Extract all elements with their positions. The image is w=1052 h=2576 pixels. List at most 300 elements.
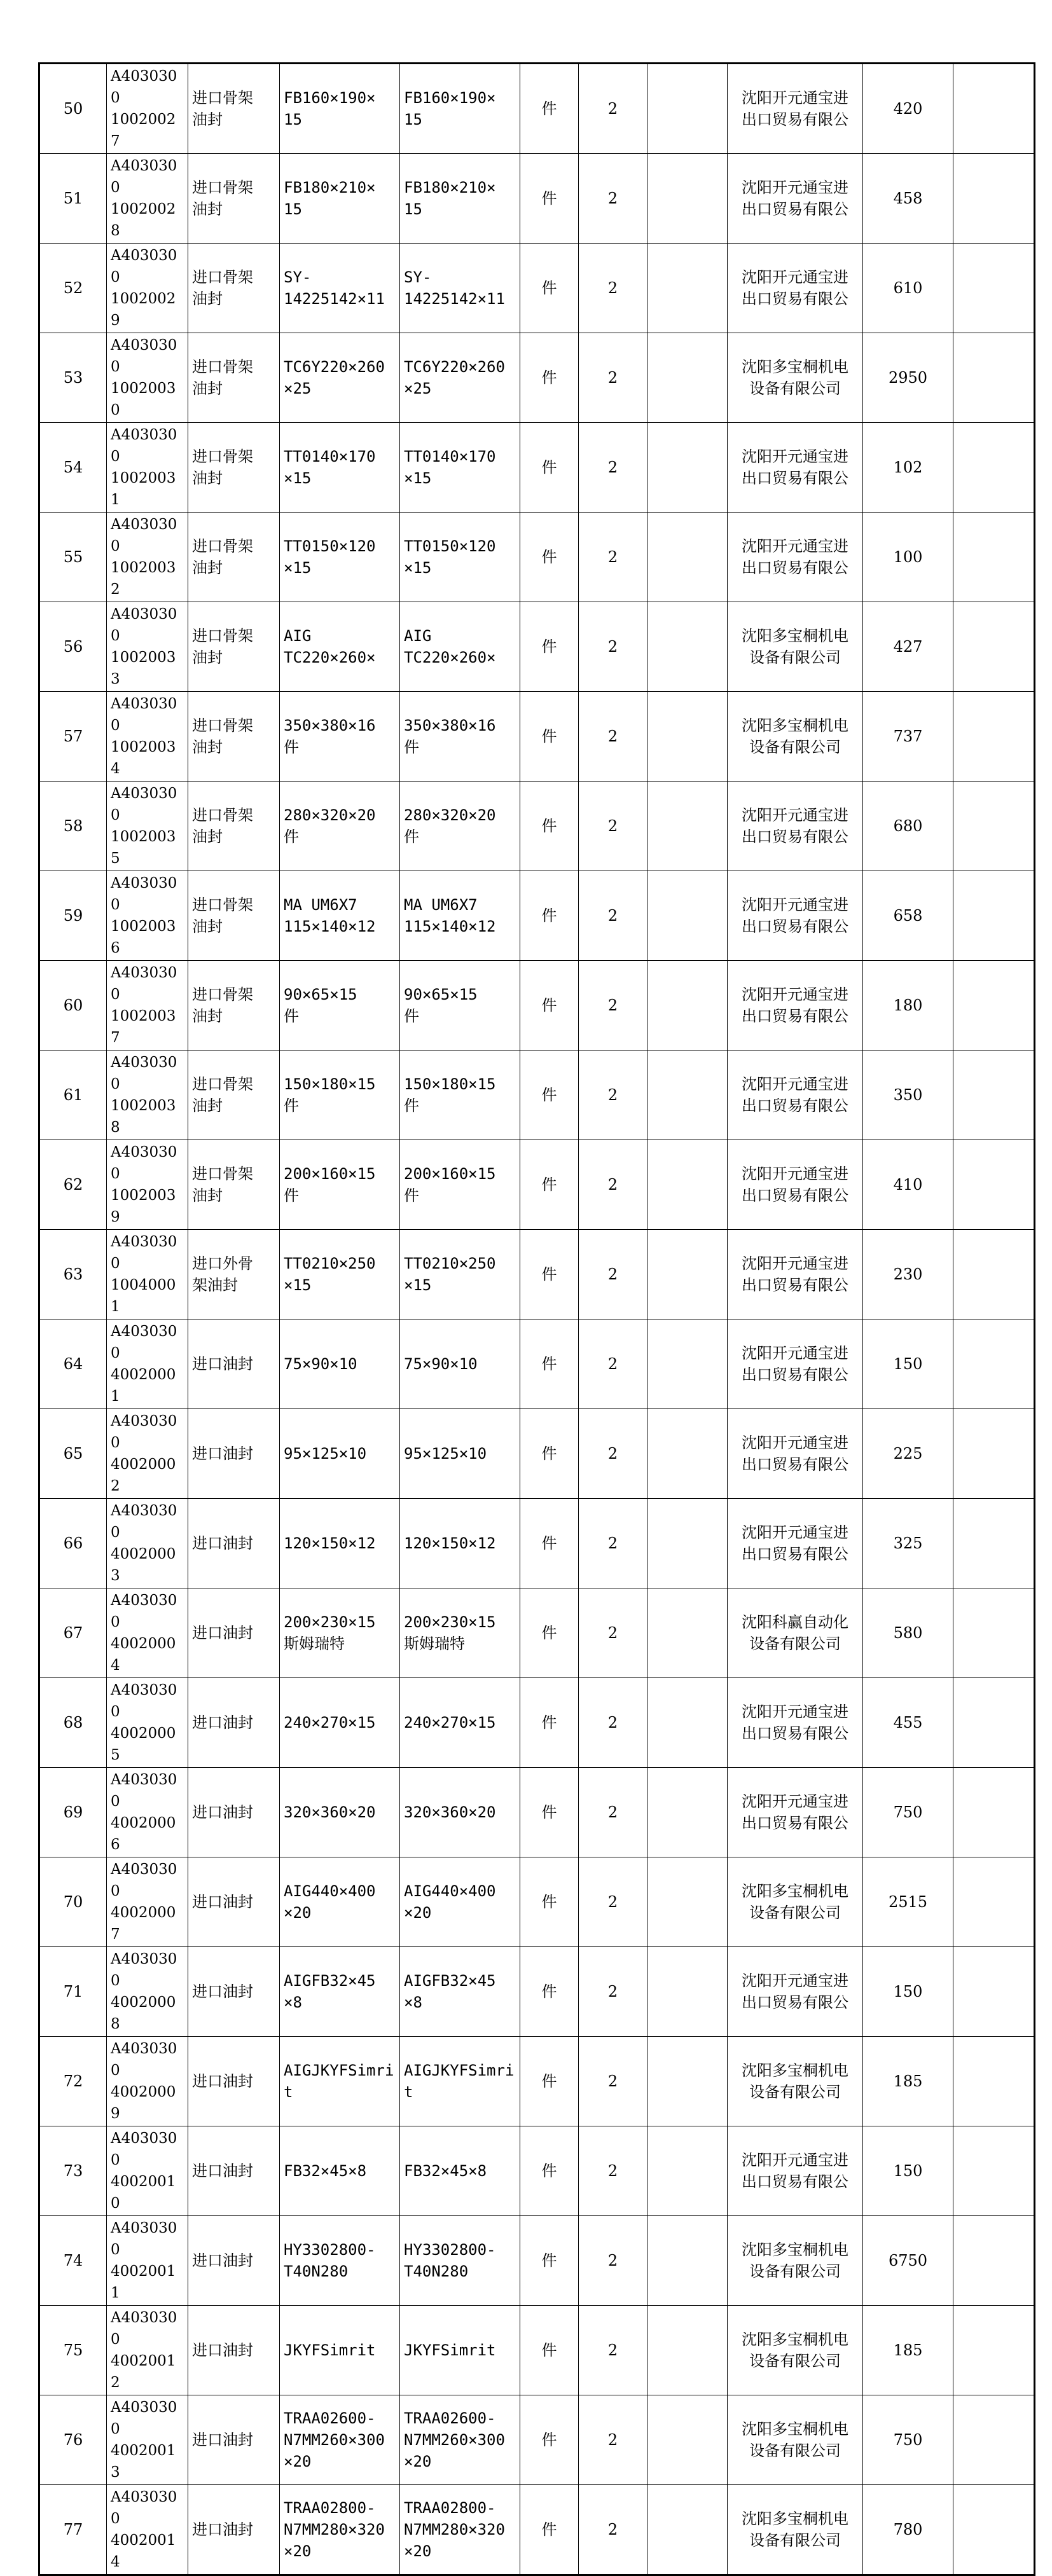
- quantity-cell: 2: [579, 333, 647, 423]
- quantity-cell: 2: [579, 154, 647, 244]
- material-code-cell: A4030300 10020038: [107, 1050, 188, 1140]
- material-code-cell: A4030300 10020030: [107, 333, 188, 423]
- supplier-cell: 沈阳开元通宝进 出口贸易有限公: [728, 2126, 863, 2216]
- row-number-cell: 59: [39, 871, 107, 961]
- row-number-cell: 60: [39, 961, 107, 1050]
- supplier-cell: 沈阳开元通宝进 出口贸易有限公: [728, 1230, 863, 1319]
- note-cell: [647, 333, 728, 423]
- supplier-cell: 沈阳开元通宝进 出口贸易有限公: [728, 1319, 863, 1409]
- unit-price-cell: 750: [863, 1768, 953, 1857]
- specification-cell: 200×230×15 斯姆瑞特: [280, 1588, 400, 1678]
- table-row: [39, 154, 1035, 244]
- material-code-cell: A4030300 40020014: [107, 2485, 188, 2575]
- material-code-cell: A4030300 40020009: [107, 2037, 188, 2126]
- table-row: [39, 2485, 1035, 2575]
- material-code-cell: A4030300 40020012: [107, 2306, 188, 2395]
- material-name-cell: 进口油封: [188, 2395, 280, 2485]
- row-number-cell: 66: [39, 1499, 107, 1588]
- supplier-cell: 沈阳开元通宝进 出口贸易有限公: [728, 1678, 863, 1768]
- model-cell: 240×270×15: [400, 1678, 520, 1768]
- table-row: [39, 1588, 1035, 1678]
- row-number-cell: 73: [39, 2126, 107, 2216]
- row-number-cell: 57: [39, 692, 107, 782]
- quantity-cell: 2: [579, 692, 647, 782]
- specification-cell: FB180×210× 15: [280, 154, 400, 244]
- material-code-cell: A4030300 40020006: [107, 1768, 188, 1857]
- material-name-cell: 进口油封: [188, 2216, 280, 2306]
- table-row: [39, 1499, 1035, 1588]
- remark-cell: [953, 1140, 1035, 1230]
- specification-cell: TT0140×170 ×15: [280, 423, 400, 513]
- specification-cell: 95×125×10: [280, 1409, 400, 1499]
- model-cell: TT0150×120 ×15: [400, 513, 520, 602]
- table-row: [39, 423, 1035, 513]
- unit-price-cell: 6750: [863, 2216, 953, 2306]
- quantity-cell: 2: [579, 2126, 647, 2216]
- unit-cell: 件: [520, 2395, 579, 2485]
- remark-cell: [953, 2485, 1035, 2575]
- supplier-cell: 沈阳多宝桐机电 设备有限公司: [728, 2216, 863, 2306]
- unit-cell: 件: [520, 692, 579, 782]
- quantity-cell: 2: [579, 1857, 647, 1947]
- material-name-cell: 进口油封: [188, 2126, 280, 2216]
- supplier-cell: 沈阳多宝桐机电 设备有限公司: [728, 1857, 863, 1947]
- model-cell: 200×160×15 件: [400, 1140, 520, 1230]
- supplier-cell: 沈阳开元通宝进 出口贸易有限公: [728, 1499, 863, 1588]
- unit-price-cell: 150: [863, 1319, 953, 1409]
- quantity-cell: 2: [579, 2216, 647, 2306]
- row-number-cell: 65: [39, 1409, 107, 1499]
- table-row: [39, 513, 1035, 602]
- note-cell: [647, 64, 728, 154]
- supplier-cell: 沈阳科赢自动化 设备有限公司: [728, 1588, 863, 1678]
- row-number-cell: 76: [39, 2395, 107, 2485]
- table-row: [39, 2395, 1035, 2485]
- note-cell: [647, 1678, 728, 1768]
- unit-price-cell: 185: [863, 2306, 953, 2395]
- model-cell: 200×230×15 斯姆瑞特: [400, 1588, 520, 1678]
- quantity-cell: 2: [579, 2306, 647, 2395]
- quantity-cell: 2: [579, 1499, 647, 1588]
- unit-cell: 件: [520, 1499, 579, 1588]
- specification-cell: TT0210×250 ×15: [280, 1230, 400, 1319]
- model-cell: FB160×190× 15: [400, 64, 520, 154]
- row-number-cell: 58: [39, 782, 107, 871]
- row-number-cell: 51: [39, 154, 107, 244]
- quantity-cell: 2: [579, 1230, 647, 1319]
- row-number-cell: 52: [39, 244, 107, 333]
- row-number-cell: 75: [39, 2306, 107, 2395]
- supplier-cell: 沈阳开元通宝进 出口贸易有限公: [728, 1947, 863, 2037]
- unit-cell: 件: [520, 1140, 579, 1230]
- row-number-cell: 54: [39, 423, 107, 513]
- model-cell: AIG TC220×260×: [400, 602, 520, 692]
- specification-cell: HY3302800- T40N280: [280, 2216, 400, 2306]
- unit-price-cell: 580: [863, 1588, 953, 1678]
- row-number-cell: 56: [39, 602, 107, 692]
- note-cell: [647, 1409, 728, 1499]
- supplier-cell: 沈阳开元通宝进 出口贸易有限公: [728, 1140, 863, 1230]
- unit-cell: 件: [520, 1319, 579, 1409]
- material-name-cell: 进口骨架 油封: [188, 871, 280, 961]
- unit-price-cell: 458: [863, 154, 953, 244]
- quantity-cell: 2: [579, 423, 647, 513]
- unit-price-cell: 420: [863, 64, 953, 154]
- supplier-cell: 沈阳多宝桐机电 设备有限公司: [728, 2037, 863, 2126]
- note-cell: [647, 1319, 728, 1409]
- table-row: [39, 1768, 1035, 1857]
- note-cell: [647, 2126, 728, 2216]
- remark-cell: [953, 1319, 1035, 1409]
- model-cell: 320×360×20: [400, 1768, 520, 1857]
- material-name-cell: 进口骨架 油封: [188, 692, 280, 782]
- remark-cell: [953, 333, 1035, 423]
- row-number-cell: 53: [39, 333, 107, 423]
- supplier-cell: 沈阳多宝桐机电 设备有限公司: [728, 602, 863, 692]
- remark-cell: [953, 1409, 1035, 1499]
- remark-cell: [953, 1499, 1035, 1588]
- supplier-cell: 沈阳多宝桐机电 设备有限公司: [728, 333, 863, 423]
- specification-cell: 200×160×15 件: [280, 1140, 400, 1230]
- material-name-cell: 进口油封: [188, 2485, 280, 2575]
- unit-price-cell: 455: [863, 1678, 953, 1768]
- table-body: [39, 64, 1035, 2575]
- material-code-cell: A4030300 10020033: [107, 602, 188, 692]
- specification-cell: TT0150×120 ×15: [280, 513, 400, 602]
- unit-price-cell: 680: [863, 782, 953, 871]
- model-cell: FB180×210× 15: [400, 154, 520, 244]
- supplier-cell: 沈阳开元通宝进 出口贸易有限公: [728, 154, 863, 244]
- remark-cell: [953, 423, 1035, 513]
- model-cell: TRAA02800- N7MM280×320 ×20: [400, 2485, 520, 2575]
- specification-cell: 75×90×10: [280, 1319, 400, 1409]
- unit-cell: 件: [520, 1857, 579, 1947]
- specification-cell: 350×380×16 件: [280, 692, 400, 782]
- unit-cell: 件: [520, 423, 579, 513]
- unit-price-cell: 750: [863, 2395, 953, 2485]
- unit-price-cell: 350: [863, 1050, 953, 1140]
- material-name-cell: 进口骨架 油封: [188, 154, 280, 244]
- supplier-cell: 沈阳开元通宝进 出口贸易有限公: [728, 1409, 863, 1499]
- unit-cell: 件: [520, 1230, 579, 1319]
- unit-cell: 件: [520, 2306, 579, 2395]
- material-code-cell: A4030300 10020037: [107, 961, 188, 1050]
- supplier-cell: 沈阳多宝桐机电 设备有限公司: [728, 2395, 863, 2485]
- material-name-cell: 进口骨架 油封: [188, 423, 280, 513]
- note-cell: [647, 871, 728, 961]
- material-code-cell: A4030300 10020035: [107, 782, 188, 871]
- remark-cell: [953, 2216, 1035, 2306]
- unit-price-cell: 610: [863, 244, 953, 333]
- remark-cell: [953, 2037, 1035, 2126]
- material-code-cell: A4030300 10020034: [107, 692, 188, 782]
- row-number-cell: 70: [39, 1857, 107, 1947]
- note-cell: [647, 1140, 728, 1230]
- material-name-cell: 进口油封: [188, 1588, 280, 1678]
- specification-cell: 150×180×15 件: [280, 1050, 400, 1140]
- model-cell: SY- 14225142×11: [400, 244, 520, 333]
- specification-cell: AIGFB32×45 ×8: [280, 1947, 400, 2037]
- remark-cell: [953, 1857, 1035, 1947]
- supplier-cell: 沈阳开元通宝进 出口贸易有限公: [728, 244, 863, 333]
- specification-cell: AIG TC220×260×: [280, 602, 400, 692]
- specification-cell: FB32×45×8: [280, 2126, 400, 2216]
- model-cell: TT0140×170 ×15: [400, 423, 520, 513]
- supplier-cell: 沈阳开元通宝进 出口贸易有限公: [728, 513, 863, 602]
- material-name-cell: 进口外骨 架油封: [188, 1230, 280, 1319]
- unit-cell: 件: [520, 2037, 579, 2126]
- row-number-cell: 72: [39, 2037, 107, 2126]
- unit-price-cell: 780: [863, 2485, 953, 2575]
- model-cell: AIG440×400 ×20: [400, 1857, 520, 1947]
- table-row: [39, 1947, 1035, 2037]
- materials-table: [38, 62, 1035, 2576]
- material-name-cell: 进口油封: [188, 2037, 280, 2126]
- material-code-cell: A4030300 40020004: [107, 1588, 188, 1678]
- note-cell: [647, 2485, 728, 2575]
- table-row: [39, 244, 1035, 333]
- quantity-cell: 2: [579, 1588, 647, 1678]
- remark-cell: [953, 2306, 1035, 2395]
- remark-cell: [953, 2126, 1035, 2216]
- note-cell: [647, 244, 728, 333]
- material-code-cell: A4030300 40020011: [107, 2216, 188, 2306]
- unit-price-cell: 185: [863, 2037, 953, 2126]
- specification-cell: SY- 14225142×11: [280, 244, 400, 333]
- table-row: [39, 2126, 1035, 2216]
- row-number-cell: 71: [39, 1947, 107, 2037]
- note-cell: [647, 1857, 728, 1947]
- model-cell: AIGFB32×45 ×8: [400, 1947, 520, 2037]
- table-row: [39, 1857, 1035, 1947]
- material-code-cell: A4030300 40020001: [107, 1319, 188, 1409]
- material-name-cell: 进口骨架 油封: [188, 513, 280, 602]
- table-row: [39, 782, 1035, 871]
- model-cell: 280×320×20 件: [400, 782, 520, 871]
- unit-cell: 件: [520, 782, 579, 871]
- table-row: [39, 333, 1035, 423]
- material-name-cell: 进口骨架 油封: [188, 1050, 280, 1140]
- unit-cell: 件: [520, 244, 579, 333]
- table-row: [39, 871, 1035, 961]
- supplier-cell: 沈阳开元通宝进 出口贸易有限公: [728, 1050, 863, 1140]
- model-cell: 95×125×10: [400, 1409, 520, 1499]
- remark-cell: [953, 244, 1035, 333]
- quantity-cell: 2: [579, 1409, 647, 1499]
- row-number-cell: 69: [39, 1768, 107, 1857]
- unit-price-cell: 2950: [863, 333, 953, 423]
- unit-price-cell: 737: [863, 692, 953, 782]
- unit-price-cell: 2515: [863, 1857, 953, 1947]
- supplier-cell: 沈阳多宝桐机电 设备有限公司: [728, 2485, 863, 2575]
- table-row: [39, 2306, 1035, 2395]
- table-row: [39, 602, 1035, 692]
- material-name-cell: 进口油封: [188, 1319, 280, 1409]
- remark-cell: [953, 2395, 1035, 2485]
- quantity-cell: 2: [579, 782, 647, 871]
- unit-price-cell: 225: [863, 1409, 953, 1499]
- table-row: [39, 2216, 1035, 2306]
- table-row: [39, 1230, 1035, 1319]
- model-cell: TC6Y220×260 ×25: [400, 333, 520, 423]
- quantity-cell: 2: [579, 244, 647, 333]
- quantity-cell: 2: [579, 961, 647, 1050]
- specification-cell: AIGJKYFSimri t: [280, 2037, 400, 2126]
- table-row: [39, 1140, 1035, 1230]
- material-code-cell: A4030300 40020013: [107, 2395, 188, 2485]
- unit-cell: 件: [520, 871, 579, 961]
- quantity-cell: 2: [579, 1050, 647, 1140]
- remark-cell: [953, 1230, 1035, 1319]
- note-cell: [647, 513, 728, 602]
- note-cell: [647, 2216, 728, 2306]
- remark-cell: [953, 871, 1035, 961]
- material-code-cell: A4030300 40020002: [107, 1409, 188, 1499]
- row-number-cell: 55: [39, 513, 107, 602]
- table-row: [39, 1678, 1035, 1768]
- material-code-cell: A4030300 10020031: [107, 423, 188, 513]
- unit-price-cell: 230: [863, 1230, 953, 1319]
- material-code-cell: A4030300 10040001: [107, 1230, 188, 1319]
- material-code-cell: A4030300 10020036: [107, 871, 188, 961]
- note-cell: [647, 961, 728, 1050]
- note-cell: [647, 2037, 728, 2126]
- model-cell: 75×90×10: [400, 1319, 520, 1409]
- table-row: [39, 692, 1035, 782]
- supplier-cell: 沈阳多宝桐机电 设备有限公司: [728, 692, 863, 782]
- unit-cell: 件: [520, 513, 579, 602]
- supplier-cell: 沈阳多宝桐机电 设备有限公司: [728, 2306, 863, 2395]
- supplier-cell: 沈阳开元通宝进 出口贸易有限公: [728, 782, 863, 871]
- unit-price-cell: 150: [863, 1947, 953, 2037]
- supplier-cell: 沈阳开元通宝进 出口贸易有限公: [728, 423, 863, 513]
- specification-cell: 90×65×15 件: [280, 961, 400, 1050]
- supplier-cell: 沈阳开元通宝进 出口贸易有限公: [728, 961, 863, 1050]
- unit-cell: 件: [520, 2126, 579, 2216]
- unit-price-cell: 180: [863, 961, 953, 1050]
- note-cell: [647, 1588, 728, 1678]
- material-name-cell: 进口骨架 油封: [188, 1140, 280, 1230]
- material-code-cell: A4030300 10020039: [107, 1140, 188, 1230]
- note-cell: [647, 154, 728, 244]
- remark-cell: [953, 1947, 1035, 2037]
- specification-cell: 240×270×15: [280, 1678, 400, 1768]
- row-number-cell: 67: [39, 1588, 107, 1678]
- table-row: [39, 64, 1035, 154]
- unit-cell: 件: [520, 1050, 579, 1140]
- material-code-cell: A4030300 40020008: [107, 1947, 188, 2037]
- row-number-cell: 61: [39, 1050, 107, 1140]
- material-name-cell: 进口骨架 油封: [188, 602, 280, 692]
- model-cell: TRAA02600- N7MM260×300 ×20: [400, 2395, 520, 2485]
- remark-cell: [953, 692, 1035, 782]
- unit-cell: 件: [520, 2485, 579, 2575]
- unit-cell: 件: [520, 333, 579, 423]
- remark-cell: [953, 1678, 1035, 1768]
- unit-price-cell: 100: [863, 513, 953, 602]
- material-code-cell: A4030300 10020032: [107, 513, 188, 602]
- unit-cell: 件: [520, 1768, 579, 1857]
- note-cell: [647, 692, 728, 782]
- unit-cell: 件: [520, 1588, 579, 1678]
- model-cell: JKYFSimrit: [400, 2306, 520, 2395]
- unit-cell: 件: [520, 1409, 579, 1499]
- remark-cell: [953, 1050, 1035, 1140]
- quantity-cell: 2: [579, 871, 647, 961]
- specification-cell: TRAA02600- N7MM260×300 ×20: [280, 2395, 400, 2485]
- table-row: [39, 1319, 1035, 1409]
- specification-cell: 320×360×20: [280, 1768, 400, 1857]
- remark-cell: [953, 154, 1035, 244]
- quantity-cell: 2: [579, 2037, 647, 2126]
- quantity-cell: 2: [579, 1947, 647, 2037]
- model-cell: TT0210×250 ×15: [400, 1230, 520, 1319]
- material-name-cell: 进口骨架 油封: [188, 782, 280, 871]
- table-row: [39, 2037, 1035, 2126]
- model-cell: AIGJKYFSimri t: [400, 2037, 520, 2126]
- table-row: [39, 1050, 1035, 1140]
- quantity-cell: 2: [579, 1319, 647, 1409]
- remark-cell: [953, 782, 1035, 871]
- unit-cell: 件: [520, 1678, 579, 1768]
- table-row: [39, 961, 1035, 1050]
- remark-cell: [953, 602, 1035, 692]
- material-name-cell: 进口油封: [188, 1857, 280, 1947]
- note-cell: [647, 423, 728, 513]
- material-code-cell: A4030300 40020007: [107, 1857, 188, 1947]
- material-name-cell: 进口油封: [188, 1947, 280, 2037]
- quantity-cell: 2: [579, 64, 647, 154]
- remark-cell: [953, 961, 1035, 1050]
- note-cell: [647, 1230, 728, 1319]
- unit-price-cell: 150: [863, 2126, 953, 2216]
- note-cell: [647, 2306, 728, 2395]
- note-cell: [647, 1499, 728, 1588]
- unit-price-cell: 102: [863, 423, 953, 513]
- note-cell: [647, 1050, 728, 1140]
- row-number-cell: 50: [39, 64, 107, 154]
- specification-cell: AIG440×400 ×20: [280, 1857, 400, 1947]
- material-code-cell: A4030300 10020029: [107, 244, 188, 333]
- material-name-cell: 进口骨架 油封: [188, 244, 280, 333]
- row-number-cell: 68: [39, 1678, 107, 1768]
- quantity-cell: 2: [579, 1678, 647, 1768]
- material-name-cell: 进口油封: [188, 1768, 280, 1857]
- quantity-cell: 2: [579, 1768, 647, 1857]
- note-cell: [647, 1947, 728, 2037]
- material-name-cell: 进口骨架 油封: [188, 333, 280, 423]
- quantity-cell: 2: [579, 602, 647, 692]
- unit-cell: 件: [520, 2216, 579, 2306]
- model-cell: HY3302800- T40N280: [400, 2216, 520, 2306]
- model-cell: 120×150×12: [400, 1499, 520, 1588]
- note-cell: [647, 602, 728, 692]
- unit-cell: 件: [520, 64, 579, 154]
- row-number-cell: 77: [39, 2485, 107, 2575]
- supplier-cell: 沈阳开元通宝进 出口贸易有限公: [728, 1768, 863, 1857]
- supplier-cell: 沈阳开元通宝进 出口贸易有限公: [728, 64, 863, 154]
- specification-cell: FB160×190× 15: [280, 64, 400, 154]
- row-number-cell: 74: [39, 2216, 107, 2306]
- material-code-cell: A4030300 40020010: [107, 2126, 188, 2216]
- quantity-cell: 2: [579, 2485, 647, 2575]
- note-cell: [647, 2395, 728, 2485]
- unit-price-cell: 427: [863, 602, 953, 692]
- specification-cell: TC6Y220×260 ×25: [280, 333, 400, 423]
- specification-cell: MA UM6X7 115×140×12: [280, 871, 400, 961]
- unit-cell: 件: [520, 961, 579, 1050]
- remark-cell: [953, 1588, 1035, 1678]
